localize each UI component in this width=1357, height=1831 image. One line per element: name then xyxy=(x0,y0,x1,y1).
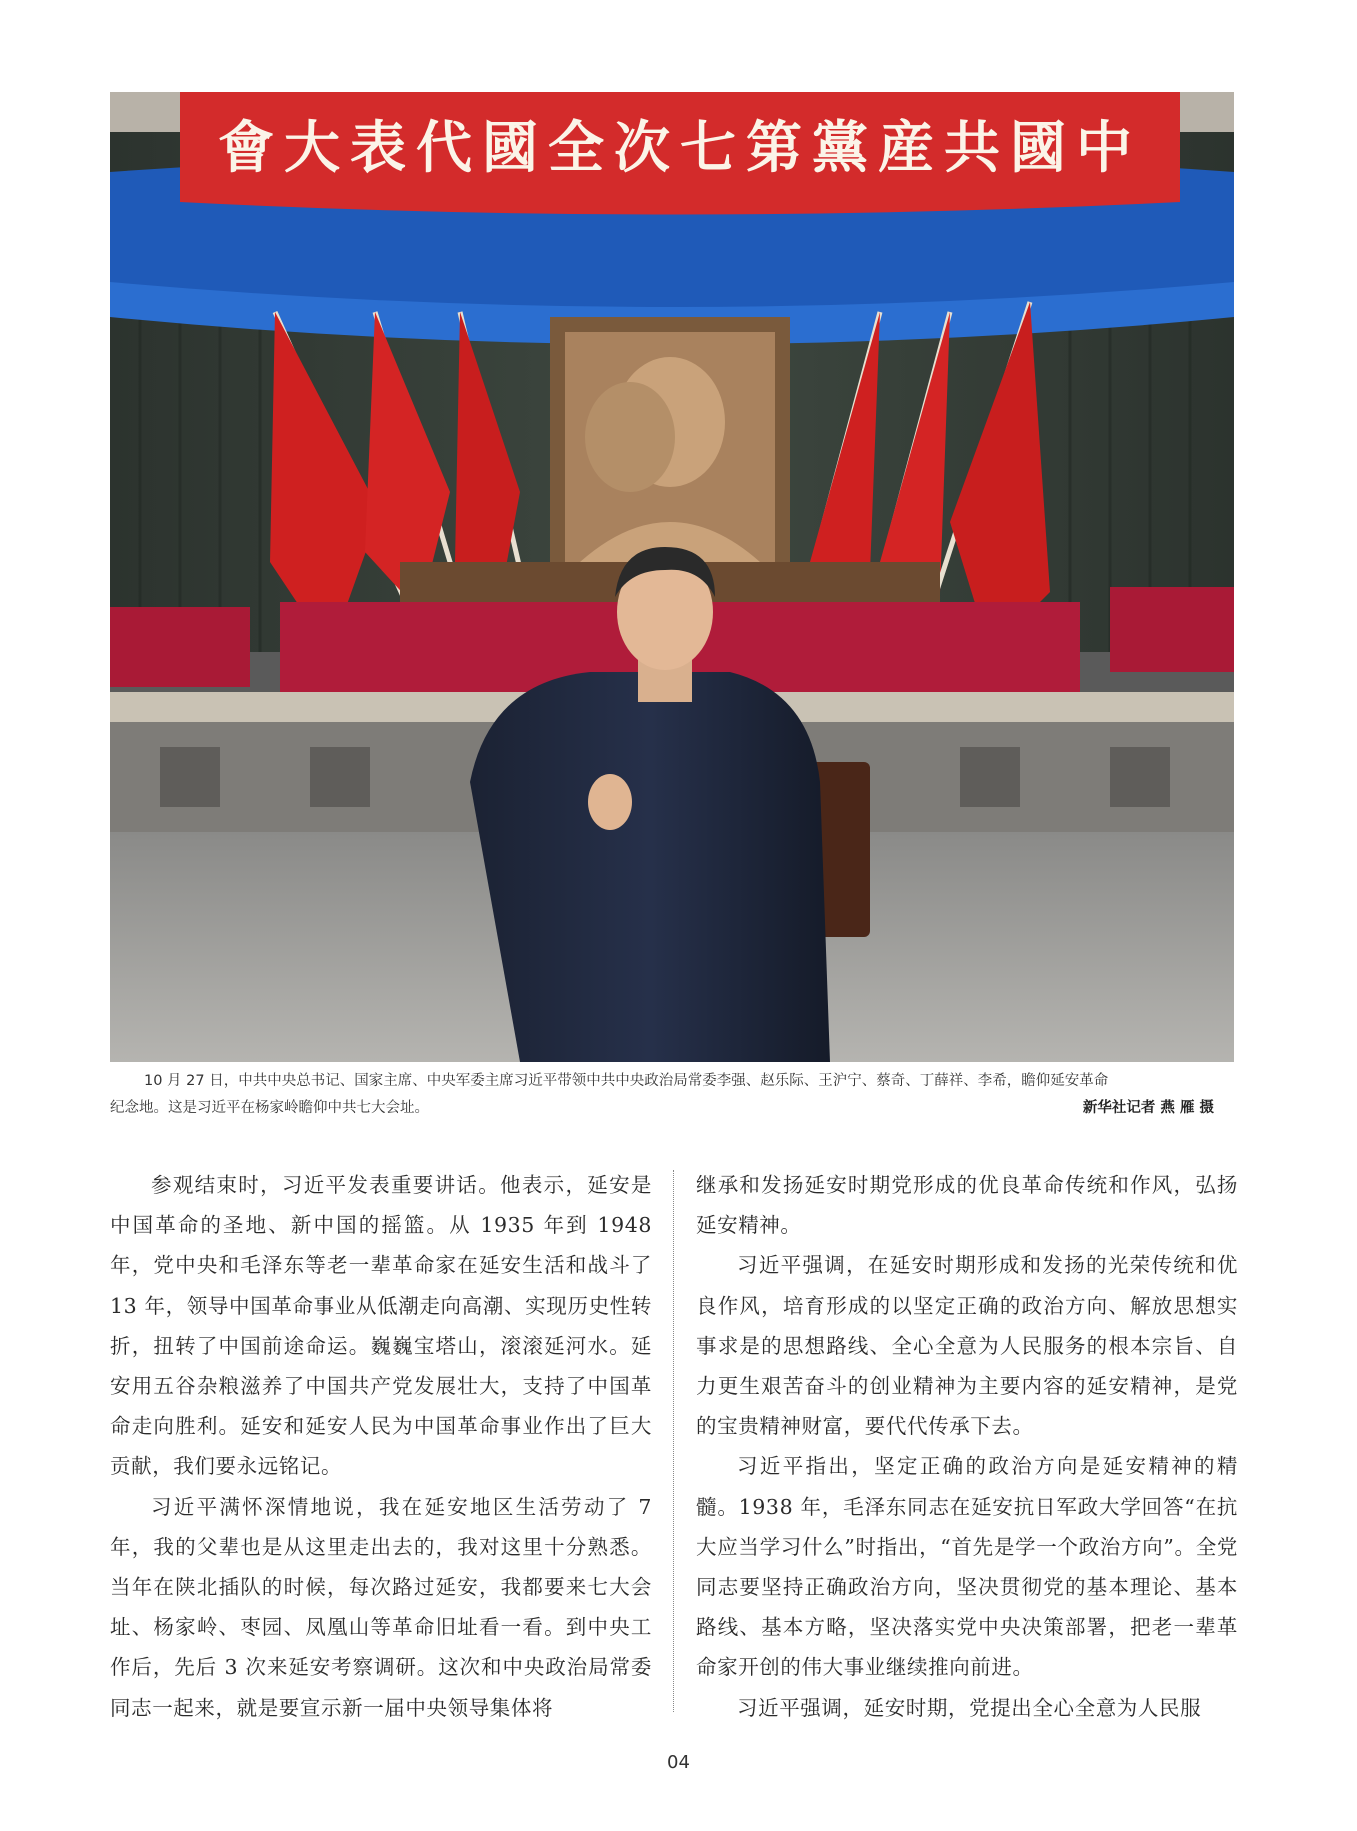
banner-text: 會大表代國全次七第黨産共國中 xyxy=(218,115,1142,181)
caption-line-1: 10 月 27 日，中共中央总书记、国家主席、中央军委主席习近平带领中共中央政治局常委李强、赵乐际、王沪宁、蔡奇、丁薛祥、李希，瞻仰延安革命 xyxy=(144,1073,1109,1089)
paragraph: 习近平满怀深情地说，我在延安地区生活劳动了 7 年，我的父辈也是从这里走出去的，我对这里十分熟悉。当年在陕北插队的时候，每次路过延安，我都要来七大会址、杨家岭、枣园、凤凰山等革命旧址看一看。到中央工作后，先后 3 次来延安考察调研。这次和中央政治局常委同志一起来，就是要宣示新一届中央领导集体将 xyxy=(110,1494,652,1720)
paragraph: 习近平指出，坚定正确的政治方向是延安精神的精髓。1938 年，毛泽东同志在延安抗日军政大学回答“在抗大应当学习什么”时指出，“首先是学一个政治方向”。全党同志要坚持正确政治方向，坚决贯彻党的基本理论、基本路线、基本方略，坚决落实党中央决策部署，把老一辈革命家开创的伟大事业继续推向前进。 xyxy=(696,1454,1238,1680)
paragraph: 继承和发扬延安时期党形成的优良革命传统和作风，弘扬延安精神。 xyxy=(696,1173,1238,1238)
paragraph: 参观结束时，习近平发表重要讲话。他表示，延安是中国革命的圣地、新中国的摇篮。从 1935 年到 1948 年，党中央和毛泽东等老一辈革命家在延安生活和战斗了 13 年，领导中国革命事业从低潮走向高潮、实现历史性转折，扭转了中国前途命运。巍巍宝塔山，滚滚延河水。延安用五谷杂粮滋养了中国共产党发展壮大，支持了中国革命走向胜利。延安和延安人民为中国革命事业作出了巨大贡献，我们要永远铭记。 xyxy=(110,1173,652,1479)
paragraph: 习近平强调，延安时期，党提出全心全意为人民服 xyxy=(737,1695,1202,1720)
photo-credit: 新华社记者 燕 雁 摄 xyxy=(1082,1100,1214,1116)
paragraph: 习近平强调，在延安时期形成和发扬的光荣传统和优良作风，培育形成的以坚定正确的政治方向、解放思想实事求是的思想路线、全心全意为人民服务的根本宗旨、自力更生艰苦奋斗的创业精神为主要内容的延安精神，是党的宝贵精神财富，要代代传承下去。 xyxy=(696,1253,1238,1439)
right-column xyxy=(696,1165,1238,1728)
photo-caption xyxy=(110,1068,1234,1122)
news-photo xyxy=(110,92,1234,1062)
caption-line-2: 纪念地。这是习近平在杨家岭瞻仰中共七大会址。 xyxy=(110,1100,429,1116)
column-divider xyxy=(673,1170,674,1712)
hall-photo-illustration xyxy=(110,92,1234,1062)
page-number: 04 xyxy=(667,1752,690,1773)
left-column xyxy=(110,1165,652,1728)
